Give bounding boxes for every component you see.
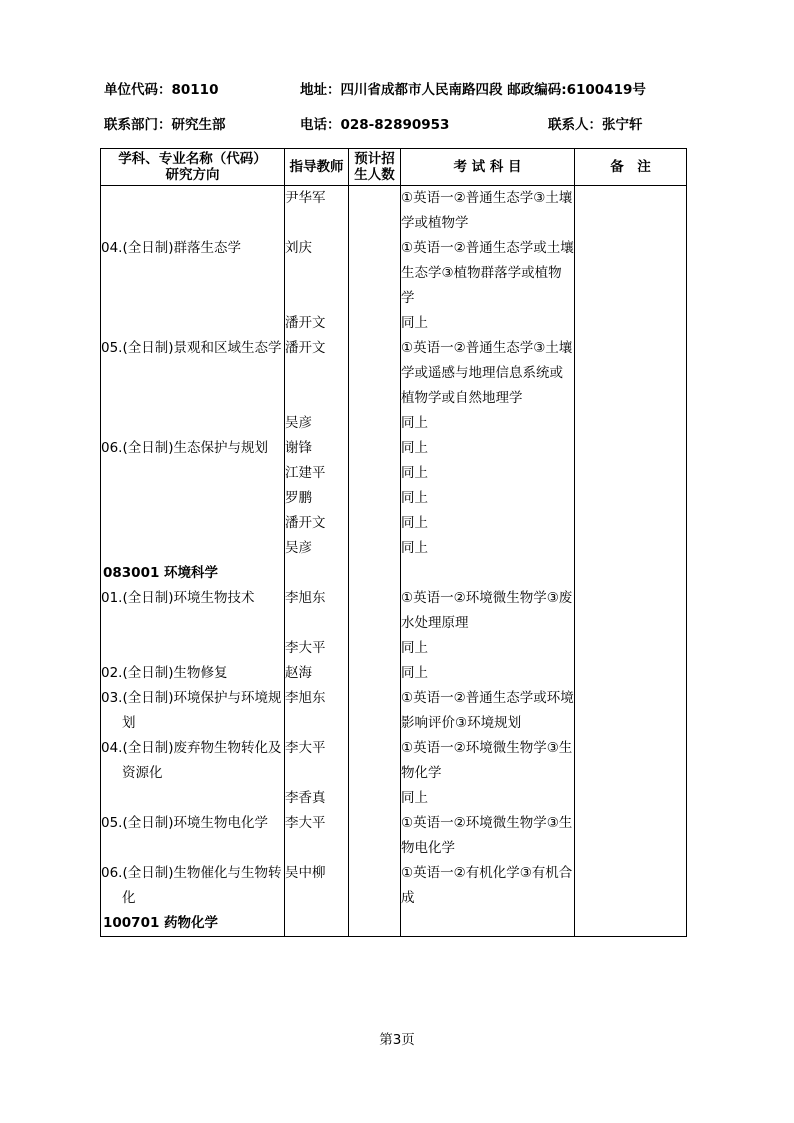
supervisor: 赵海 xyxy=(285,661,349,686)
contact-department: 联系部门：研究生部 xyxy=(104,117,226,133)
column-header-subjects: 考 试 科 目 xyxy=(401,149,575,186)
quota xyxy=(349,411,401,436)
exam-subjects: ①英语一②普通生态学或土壤生态学③植物群落学或植物学 xyxy=(401,236,575,311)
table-row xyxy=(101,786,687,811)
table-row xyxy=(101,561,687,586)
quota xyxy=(349,786,401,811)
exam-subjects: ①英语一②有机化学③有机合成 xyxy=(401,861,575,911)
research-direction xyxy=(101,536,285,561)
exam-subjects: 同上 xyxy=(401,536,575,561)
exam-subjects: 同上 xyxy=(401,486,575,511)
table-row xyxy=(101,586,687,636)
phone: 电话：028-82890953 xyxy=(300,117,450,133)
research-direction xyxy=(101,186,285,237)
contact-person: 联系人：张宁轩 xyxy=(548,117,643,133)
exam-subjects: ①英语一②普通生态学③土壤学或植物学 xyxy=(401,186,575,237)
remarks xyxy=(575,586,687,636)
table-header-row xyxy=(101,149,687,186)
exam-subjects: 同上 xyxy=(401,661,575,686)
column-header-remarks: 备 注 xyxy=(575,149,687,186)
page-number: 第3页 xyxy=(379,1032,415,1048)
research-direction xyxy=(101,411,285,436)
discipline-heading xyxy=(101,911,285,937)
table-row xyxy=(101,736,687,786)
supervisor xyxy=(285,911,349,937)
supervisor: 吴彦 xyxy=(285,536,349,561)
research-direction xyxy=(101,236,285,311)
table-row xyxy=(101,911,687,937)
quota xyxy=(349,736,401,786)
research-direction xyxy=(101,686,285,736)
supervisor: 罗鹏 xyxy=(285,486,349,511)
remarks xyxy=(575,686,687,736)
exam-subjects: ①英语一②环境微生物学③生物电化学 xyxy=(401,811,575,861)
table-row xyxy=(101,461,687,486)
quota xyxy=(349,236,401,311)
exam-subjects: 同上 xyxy=(401,636,575,661)
remarks xyxy=(575,511,687,536)
table-row xyxy=(101,686,687,736)
quota xyxy=(349,911,401,937)
remarks xyxy=(575,536,687,561)
remarks xyxy=(575,411,687,436)
column-header-direction-line1: 学科、专业名称（代码） xyxy=(118,151,267,167)
remarks xyxy=(575,736,687,786)
column-header-direction xyxy=(101,149,285,186)
table-row xyxy=(101,186,687,237)
address: 地址：四川省成都市人民南路四段 邮政编码:6100419号 xyxy=(300,82,646,98)
research-direction-text: 083001 环境科学 xyxy=(103,565,219,581)
quota xyxy=(349,861,401,911)
research-direction xyxy=(101,486,285,511)
table-row xyxy=(101,636,687,661)
supervisor: 李旭东 xyxy=(285,686,349,736)
research-direction-text: 04.(全日制)废弃物生物转化及资源化 xyxy=(101,740,282,781)
table-row xyxy=(101,486,687,511)
table-row xyxy=(101,311,687,336)
quota xyxy=(349,186,401,237)
research-direction-text: 04.(全日制)群落生态学 xyxy=(101,240,242,256)
exam-subjects: 同上 xyxy=(401,461,575,486)
remarks xyxy=(575,786,687,811)
column-header-teacher: 指导教师 xyxy=(285,149,349,186)
research-direction xyxy=(101,436,285,461)
remarks xyxy=(575,636,687,661)
quota xyxy=(349,486,401,511)
unit-code: 单位代码：80110 xyxy=(104,82,219,98)
supervisor: 刘庆 xyxy=(285,236,349,311)
exam-subjects: 同上 xyxy=(401,511,575,536)
supervisor: 吴彦 xyxy=(285,411,349,436)
supervisor: 李香真 xyxy=(285,786,349,811)
remarks xyxy=(575,661,687,686)
column-header-quota-line1: 预计招 xyxy=(354,151,395,167)
remarks xyxy=(575,461,687,486)
exam-subjects: 同上 xyxy=(401,411,575,436)
quota xyxy=(349,661,401,686)
quota xyxy=(349,311,401,336)
table-row xyxy=(101,536,687,561)
quota xyxy=(349,536,401,561)
remarks xyxy=(575,336,687,411)
column-header-direction-line2: 研究方向 xyxy=(165,167,220,183)
table-row xyxy=(101,811,687,861)
exam-subjects: ①英语一②环境微生物学③废水处理原理 xyxy=(401,586,575,636)
column-header-quota xyxy=(349,149,401,186)
table-row xyxy=(101,661,687,686)
exam-subjects: ①英语一②普通生态学或环境影响评价③环境规划 xyxy=(401,686,575,736)
quota xyxy=(349,686,401,736)
remarks xyxy=(575,236,687,311)
research-direction xyxy=(101,736,285,786)
supervisor xyxy=(285,561,349,586)
supervisor: 潘开文 xyxy=(285,336,349,411)
table-row xyxy=(101,511,687,536)
quota xyxy=(349,636,401,661)
research-direction-text: 05.(全日制)景观和区域生态学 xyxy=(101,340,282,356)
column-header-quota-line2: 生人数 xyxy=(354,167,395,183)
exam-subjects: ①英语一②普通生态学③土壤学或遥感与地理信息系统或植物学或自然地理学 xyxy=(401,336,575,411)
supervisor: 潘开文 xyxy=(285,311,349,336)
quota xyxy=(349,561,401,586)
research-direction-text: 02.(全日制)生物修复 xyxy=(101,665,228,681)
research-direction xyxy=(101,786,285,811)
research-direction-text: 05.(全日制)环境生物电化学 xyxy=(101,815,269,831)
supervisor: 谢锋 xyxy=(285,436,349,461)
supervisor: 江建平 xyxy=(285,461,349,486)
remarks xyxy=(575,911,687,937)
research-direction-text: 03.(全日制)环境保护与环境规划 xyxy=(101,690,282,731)
research-direction xyxy=(101,311,285,336)
remarks xyxy=(575,861,687,911)
supervisor: 李大平 xyxy=(285,811,349,861)
research-direction xyxy=(101,661,285,686)
remarks xyxy=(575,561,687,586)
exam-subjects: 同上 xyxy=(401,436,575,461)
research-direction xyxy=(101,636,285,661)
research-direction-text: 06.(全日制)生物催化与生物转化 xyxy=(101,865,282,906)
quota xyxy=(349,811,401,861)
research-direction-text: 100701 药物化学 xyxy=(103,915,219,931)
quota xyxy=(349,461,401,486)
remarks xyxy=(575,311,687,336)
discipline-heading xyxy=(101,561,285,586)
remarks xyxy=(575,811,687,861)
table-row xyxy=(101,236,687,311)
table-body xyxy=(101,186,687,937)
supervisor: 李大平 xyxy=(285,636,349,661)
table-row xyxy=(101,861,687,911)
supervisor: 李旭东 xyxy=(285,586,349,636)
research-direction xyxy=(101,336,285,411)
exam-subjects: 同上 xyxy=(401,311,575,336)
remarks xyxy=(575,186,687,237)
supervisor: 李大平 xyxy=(285,736,349,786)
research-direction xyxy=(101,811,285,861)
enrollment-table xyxy=(100,148,687,937)
quota xyxy=(349,336,401,411)
supervisor: 吴中柳 xyxy=(285,861,349,911)
remarks xyxy=(575,436,687,461)
table-row xyxy=(101,436,687,461)
research-direction xyxy=(101,861,285,911)
exam-subjects xyxy=(401,561,575,586)
remarks xyxy=(575,486,687,511)
research-direction xyxy=(101,586,285,636)
research-direction-text: 01.(全日制)环境生物技术 xyxy=(101,590,255,606)
exam-subjects xyxy=(401,911,575,937)
quota xyxy=(349,436,401,461)
research-direction xyxy=(101,461,285,486)
exam-subjects: 同上 xyxy=(401,786,575,811)
supervisor: 尹华军 xyxy=(285,186,349,237)
research-direction xyxy=(101,511,285,536)
quota xyxy=(349,511,401,536)
research-direction-text: 06.(全日制)生态保护与规划 xyxy=(101,440,269,456)
table-row xyxy=(101,336,687,411)
exam-subjects: ①英语一②环境微生物学③生物化学 xyxy=(401,736,575,786)
quota xyxy=(349,586,401,636)
supervisor: 潘开文 xyxy=(285,511,349,536)
table-row xyxy=(101,411,687,436)
